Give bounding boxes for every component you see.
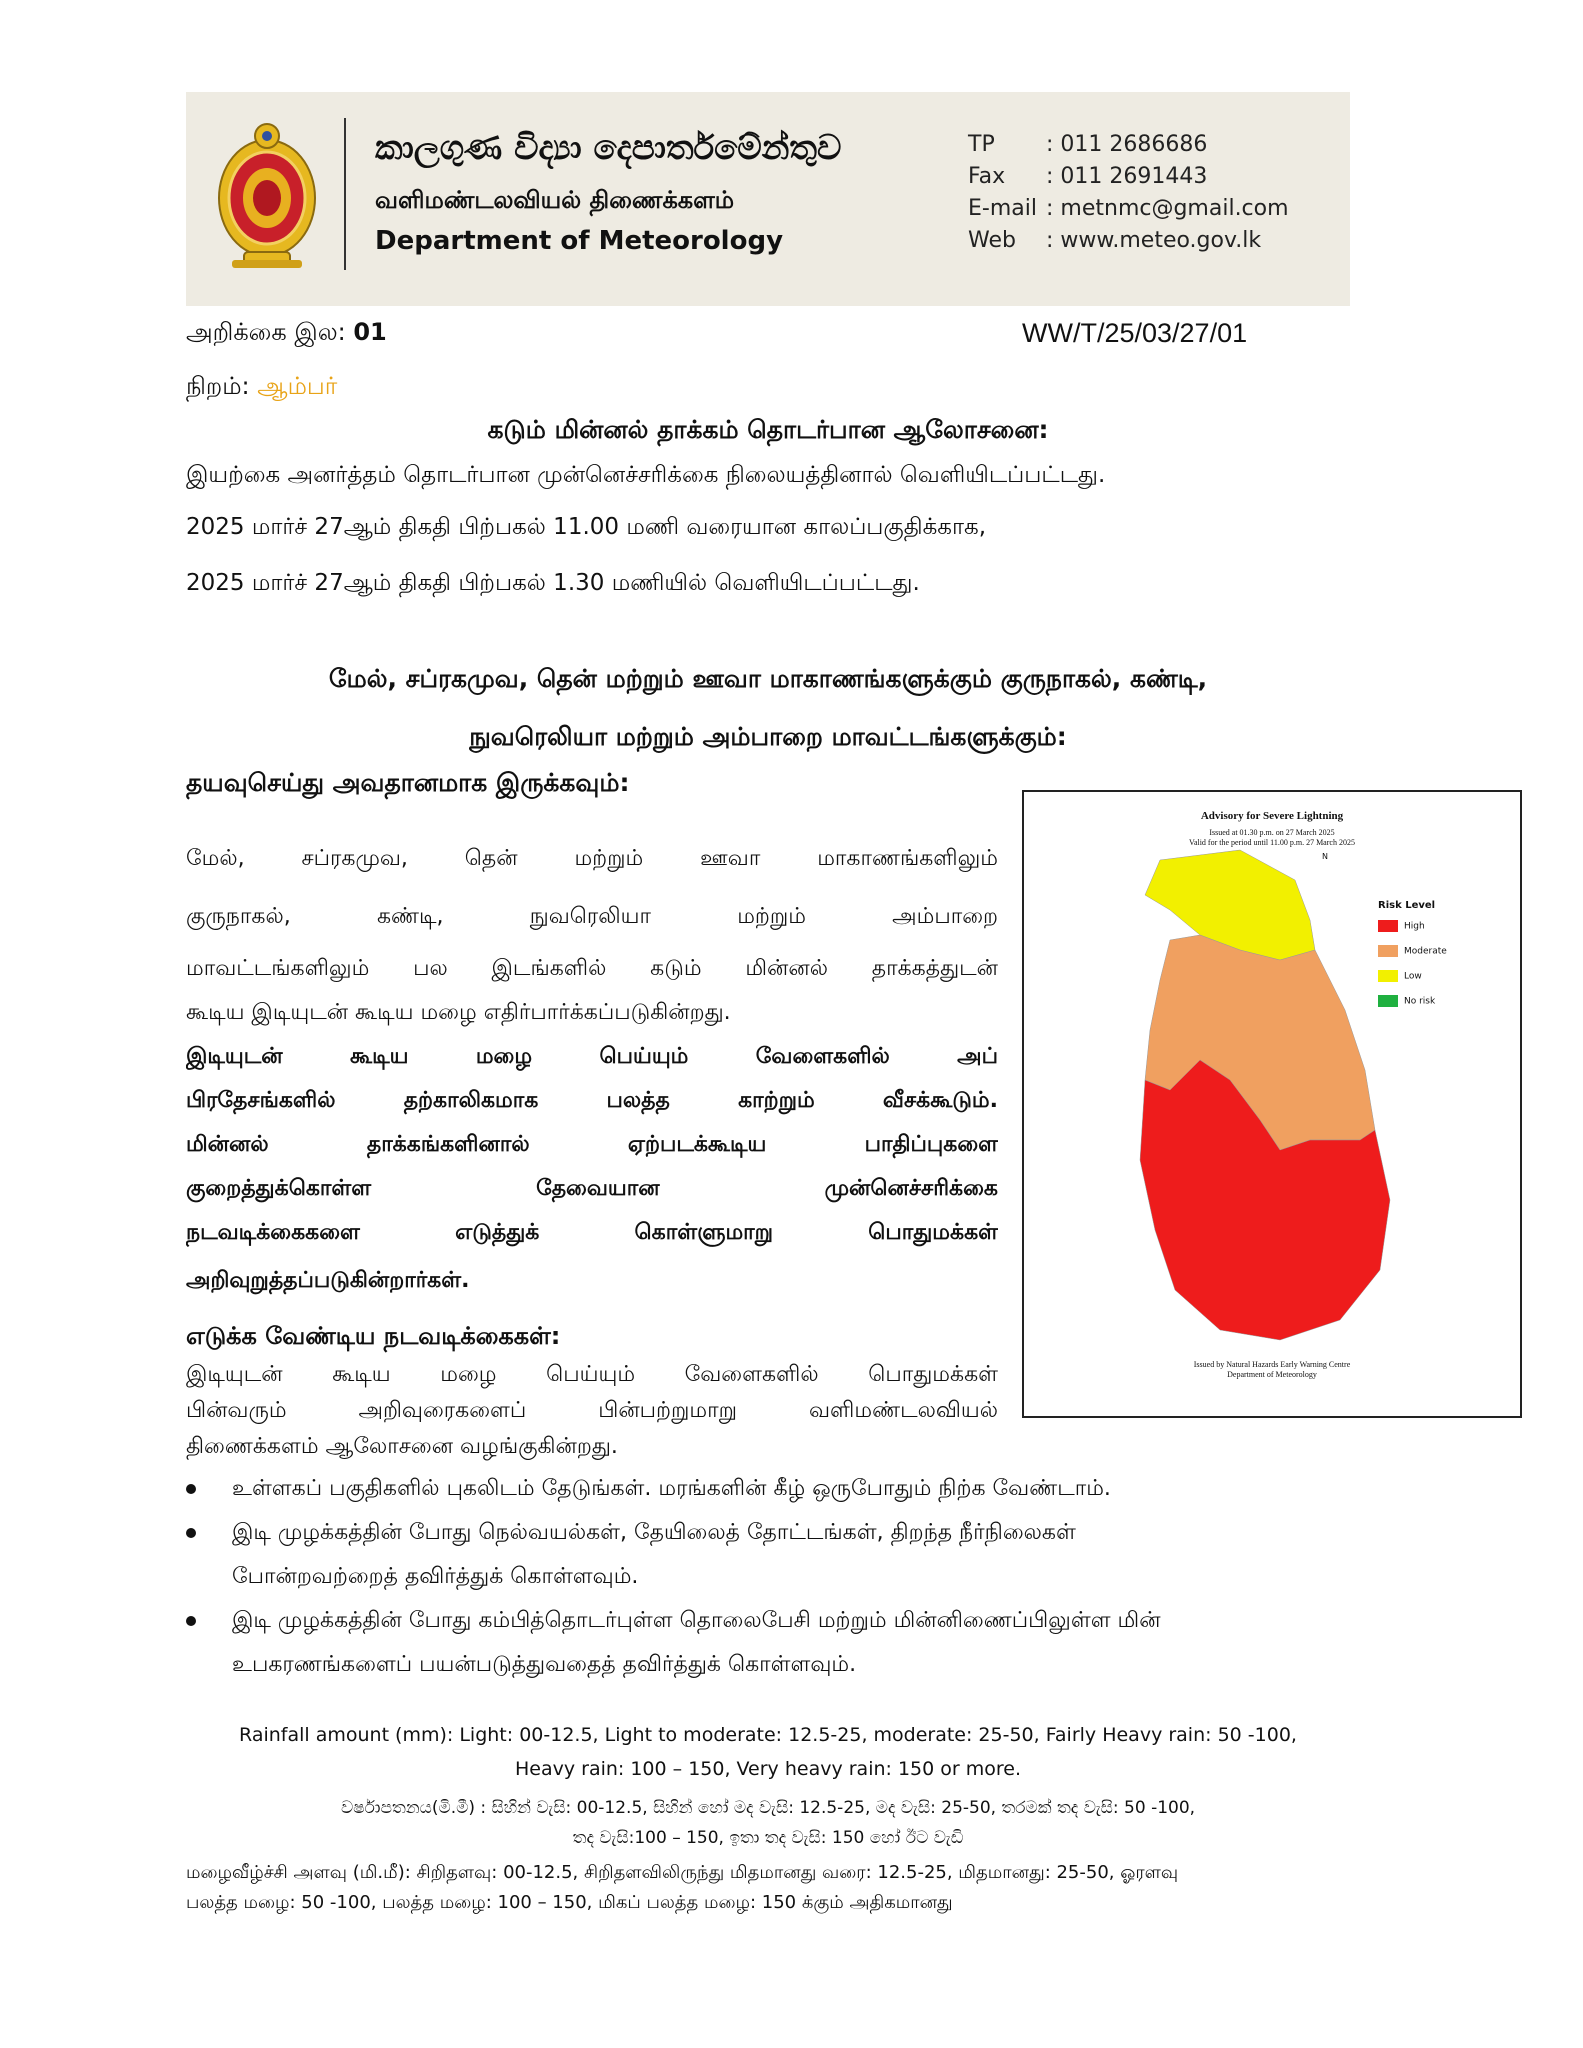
map-footer: Department of Meteorology	[1227, 1370, 1317, 1379]
notice-reference: WW/T/25/03/27/01	[1022, 318, 1248, 348]
legend-swatch	[1378, 995, 1398, 1007]
para2-line: மின்னல் தாக்கங்களினால் ஏற்படக்கூடிய பாதிப்புகளை	[186, 1132, 998, 1157]
notice-number: அறிக்கை இல: 01	[186, 318, 387, 346]
para1-line: மாவட்டங்களிலும் பல இடங்களில் கடும் மின்னல் தாக்கத்துடன்	[186, 956, 998, 981]
legend-item-low: Low	[1378, 970, 1422, 982]
legend-swatch	[1378, 945, 1398, 957]
para2-line: நடவடிக்கைகளை எடுத்துக் கொள்ளுமாறு பொதுமக்கள்	[186, 1220, 998, 1245]
notice-color: நிறம்: ஆம்பர்	[186, 372, 338, 400]
para2-line: பிரதேசங்களில் தற்காலிகமாக பலத்த காற்றும் வீசக்கூடும்.	[186, 1088, 998, 1113]
legend-item-no-risk: No risk	[1378, 995, 1435, 1007]
para3-line: திணைக்களம் ஆலோசனை வழங்குகின்றது.	[186, 1434, 618, 1459]
para3-line: இடியுடன் கூடிய மழை பெய்யும் வேளைகளில் பொதுமக்கள்	[186, 1362, 998, 1387]
para2-line: அறிவுறுத்தப்படுகின்றார்கள்.	[186, 1268, 470, 1293]
issue-line: இயற்கை அனர்த்தம் தொடர்பான முன்னெச்சரிக்கை நிலையத்தினால் வெளியிடப்பட்டது.	[186, 462, 1106, 488]
rainfall-legend-sinhala: තද වැසි:100 – 150, ඉතා තද වැසි: 150 හෝ ඊට වැඩි	[572, 1828, 964, 1848]
department-name-sinhala: කාලගුණ විද්‍යා දෙපාර්තමේන්තුව	[375, 128, 842, 168]
north-arrow-icon: N	[1322, 852, 1328, 861]
color-value: ஆம்பர்	[257, 372, 338, 400]
rainfall-legend-tamil: பலத்த மழை: 50 -100, பலத்த மழை: 100 – 150, மிகப் பலத்த மழை: 150 க்கும் அதிகமானது	[186, 1892, 953, 1913]
header-divider	[344, 118, 346, 270]
legend-swatch	[1378, 920, 1398, 932]
map-footer: Issued by Natural Hazards Early Warning Centre	[1193, 1360, 1351, 1369]
advisory-title: கடும் மின்னல் தாக்கம் தொடர்பான ஆலோசனை:	[487, 415, 1049, 444]
department-name-tamil: வளிமண்டலவியல் திணைக்களம்	[375, 186, 735, 214]
map-issued: Issued at 01.30 p.m. on 27 March 2025	[1209, 828, 1335, 837]
rainfall-legend-english: Rainfall amount (mm): Light: 00-12.5, Light to moderate: 12.5-25, moderate: 25-50, Fairly Heavy rain: 50 -100,	[239, 1724, 1297, 1746]
para1-line: கூடிய இடியுடன் கூடிய மழை எதிர்பார்க்கப்படுகின்றது.	[186, 1000, 731, 1025]
bullet-dot-icon	[186, 1528, 196, 1538]
rainfall-legend-tamil: மழைவீழ்ச்சி அளவு (மி.மீ): சிறிதளவு: 00-12.5, சிறிதளவிலிருந்து மிதமானது வரை: 12.5-25, மிதமானது: 25-50, ஓரளவு	[186, 1862, 1179, 1883]
para2-line: குறைத்துக்கொள்ள தேவையான முன்னெச்சரிக்கை	[186, 1176, 998, 1201]
issue-line: 2025 மார்ச் 27ஆம் திகதி பிற்பகல் 11.00 மணி வரையான காலப்பகுதிக்காக,	[186, 514, 987, 540]
map-title: Advisory for Severe Lightning	[1200, 810, 1344, 822]
legend-item-high: High	[1378, 920, 1425, 932]
bullet-dot-icon	[186, 1616, 196, 1626]
issue-line: 2025 மார்ச் 27ஆம் திகதி பிற்பகல் 1.30 மணியில் வெளியிடப்பட்டது.	[186, 570, 920, 596]
sri-lanka-emblem-icon	[214, 120, 320, 270]
para2-line: இடியுடன் கூடிய மழை பெய்யும் வேளைகளில் அப்	[186, 1044, 998, 1069]
para1-line: குருநாகல், கண்டி, நுவரெலியா மற்றும் அம்பாறை	[186, 904, 998, 929]
bullet-dot-icon	[186, 1484, 196, 1494]
legend-title: Risk Level	[1378, 900, 1436, 911]
rainfall-legend-sinhala: වර්ෂාපතනය(මි.මී) : සිහින් වැසි: 00-12.5, සිහින් හෝ මද වැසි: 12.5-25, මද වැසි: 25-50, තරමක් තද වැසි: 50 -100,	[340, 1798, 1196, 1818]
affected-areas: மேல், சப்ரகமுவ, தென் மற்றும் ஊவா மாகாணங்களுக்கும் குருநாகல், கண்டி,	[328, 664, 1208, 693]
contact-email: E-mail : metnmc@gmail.com	[968, 196, 1289, 221]
contact-tp: TP : 011 2686686	[968, 132, 1208, 157]
contact-web: Web : www.meteo.gov.lk	[968, 228, 1262, 253]
contact-fax: Fax : 011 2691443	[968, 164, 1208, 189]
para1-line: மேல், சப்ரகமுவ, தென் மற்றும் ஊவா மாகாணங்களிலும்	[186, 846, 998, 871]
legend-swatch	[1378, 970, 1398, 982]
legend-item-moderate: Moderate	[1378, 945, 1447, 957]
actions-heading: எடுக்க வேண்டிய நடவடிக்கைகள்:	[186, 1322, 561, 1350]
department-name-english: Department of Meteorology	[375, 226, 784, 256]
map-valid: Valid for the period until 11.00 p.m. 27 March 2025	[1189, 838, 1355, 847]
affected-areas: நுவரெலியா மற்றும் அம்பாறை மாவட்டங்களுக்கும்:	[469, 722, 1067, 751]
attention-heading: தயவுசெய்து அவதானமாக இருக்கவும்:	[186, 768, 630, 797]
para3-line: பின்வரும் அறிவுரைகளைப் பின்பற்றுமாறு வளிமண்டலவியல்	[186, 1398, 998, 1423]
rainfall-legend-english: Heavy rain: 100 – 150, Very heavy rain: 150 or more.	[514, 1758, 1021, 1780]
sri-lanka-risk-map	[1090, 840, 1410, 1355]
